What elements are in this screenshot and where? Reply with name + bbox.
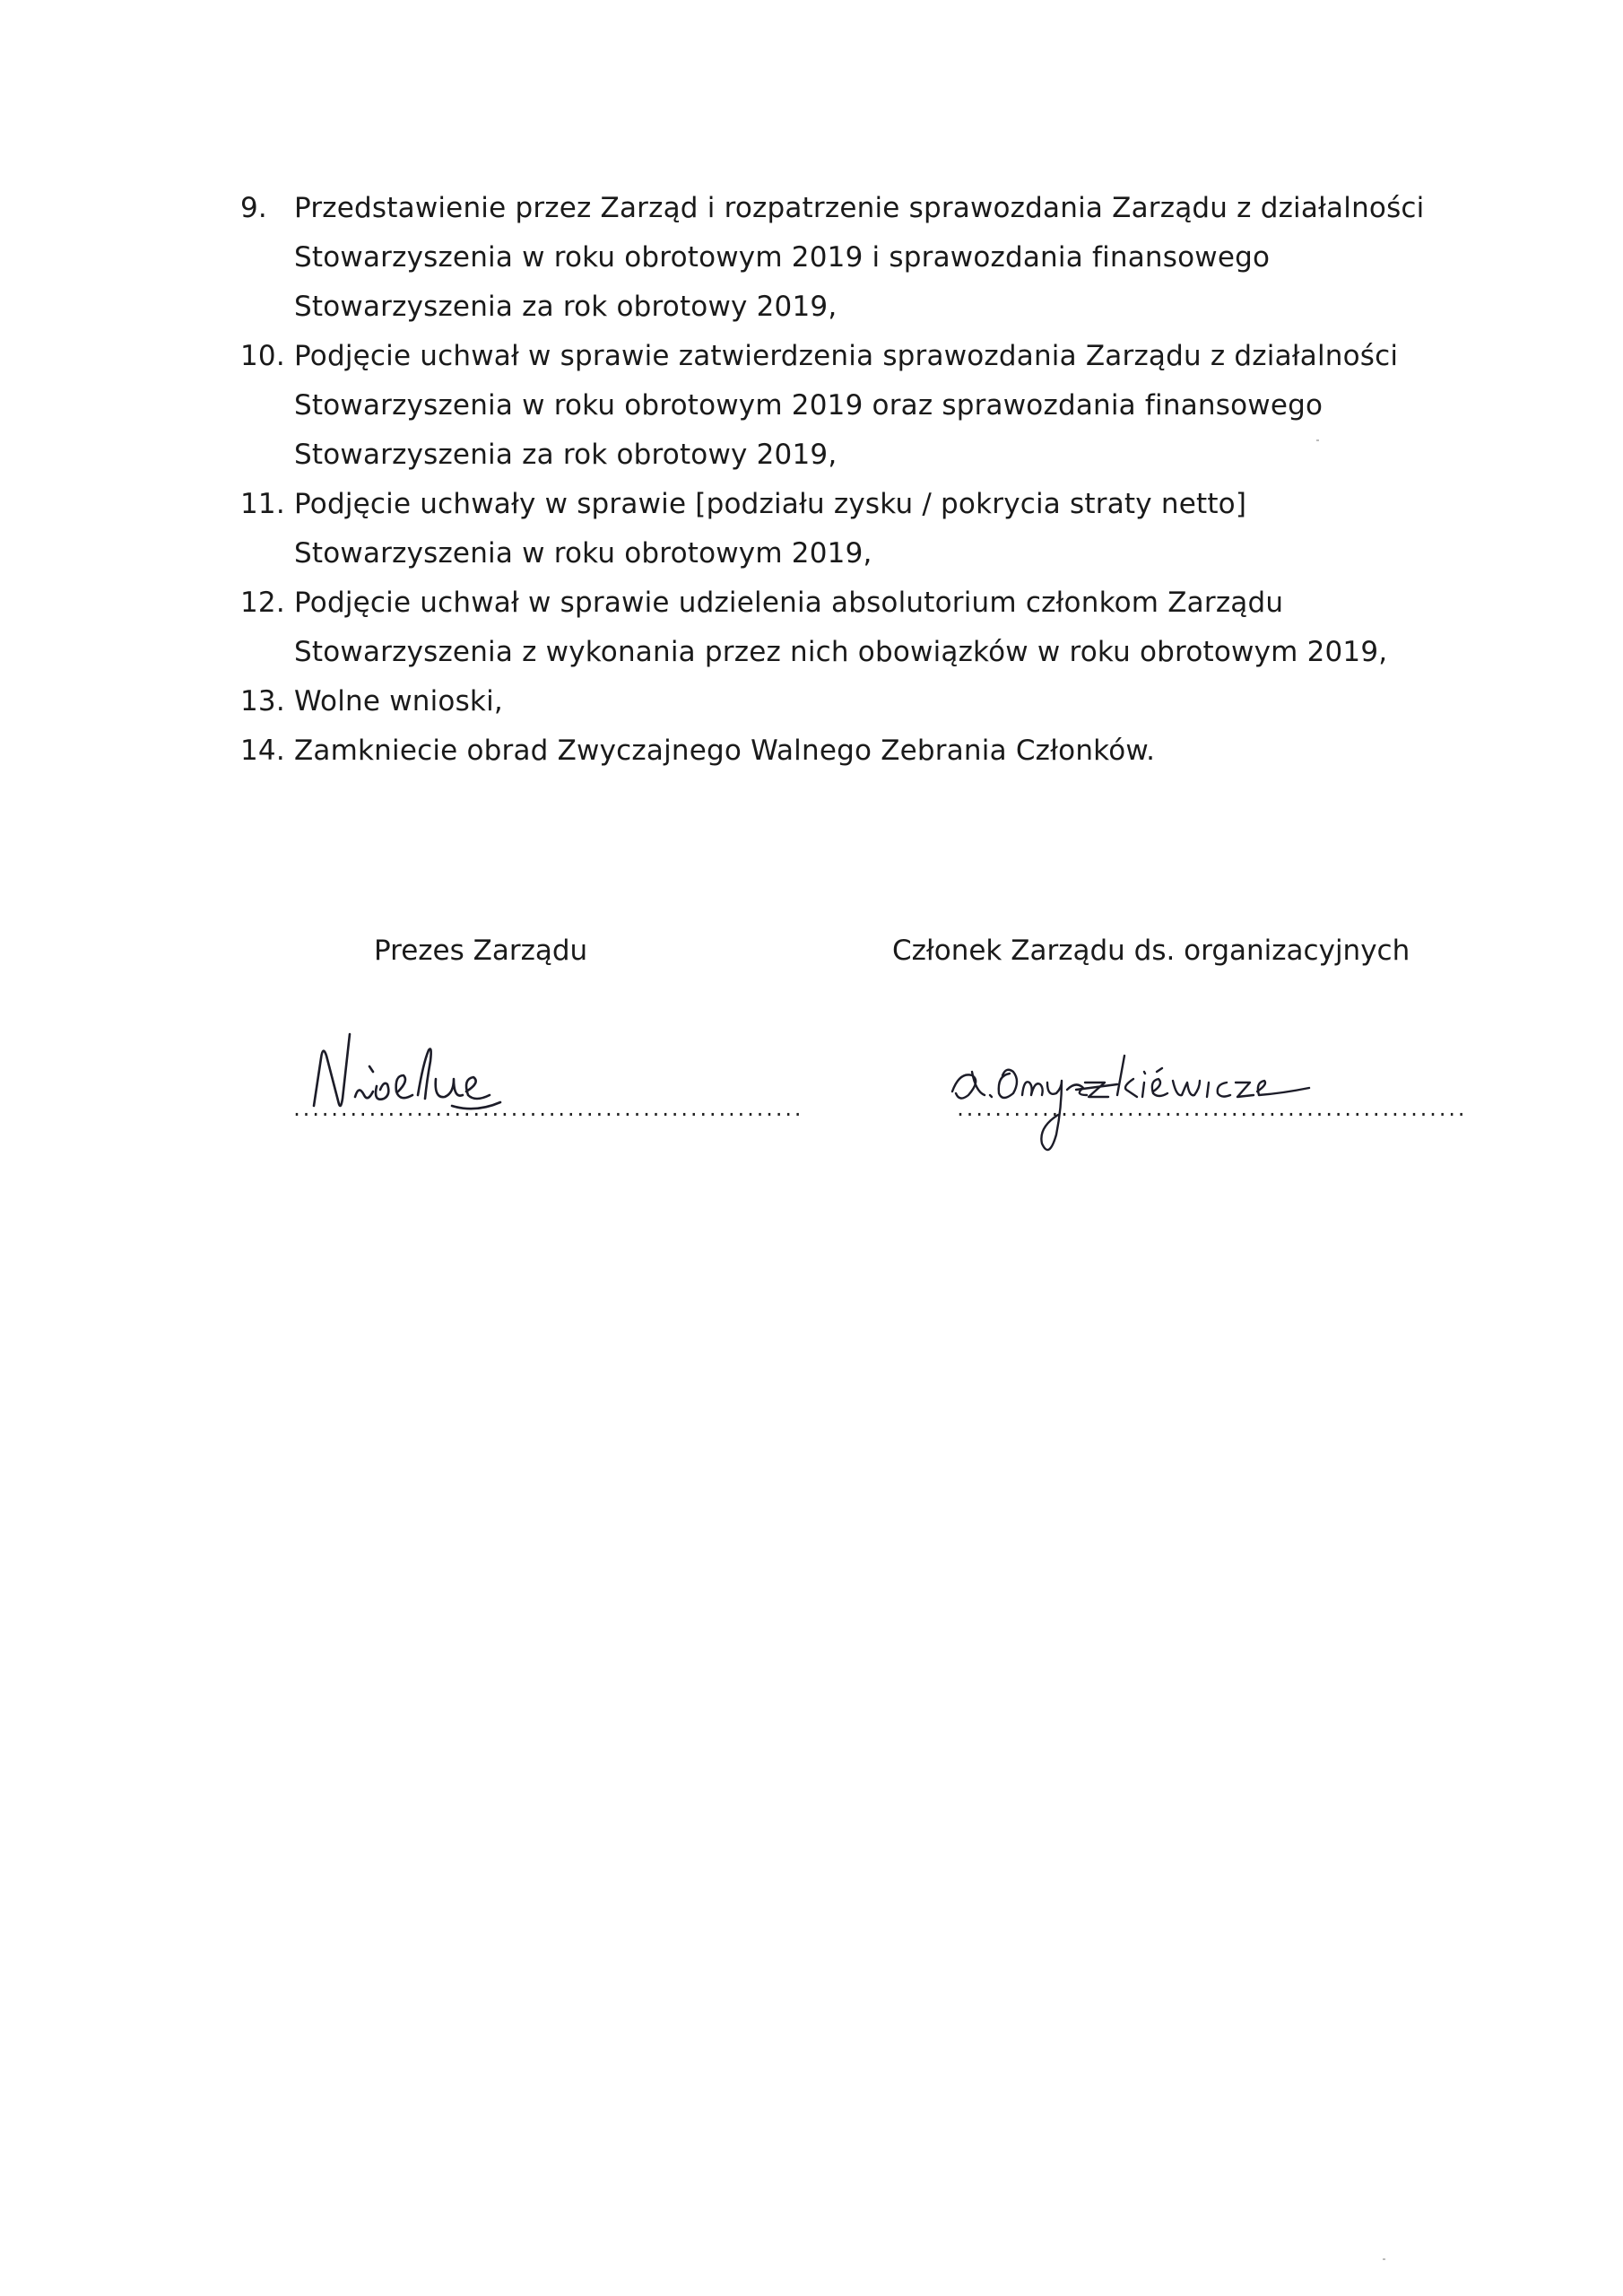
agenda-item-text: Zamkniecie obrad Zwyczajnego Walnego Zebrania Członków. xyxy=(294,735,1156,767)
agenda-item-12 xyxy=(240,578,1496,677)
agenda-item-14 xyxy=(240,726,1496,776)
board-member-handwritten-signature xyxy=(942,1009,1466,1170)
agenda-item-text: Stowarzyszenia w roku obrotowym 2019 oraz sprawozdania finansowego xyxy=(294,389,1324,422)
agenda-item-number: 14. xyxy=(240,735,285,767)
scan-speck xyxy=(1316,439,1319,441)
agenda-item-text: Stowarzyszenia za rok obrotowy 2019, xyxy=(294,439,838,471)
agenda-item-10 xyxy=(240,332,1496,480)
president-signature-line: ...................................................... xyxy=(291,1099,803,1120)
agenda-item-text: Podjęcie uchwały w sprawie [podziału zysku / pokrycia straty netto] xyxy=(294,488,1247,520)
president-title: Prezes Zarządu xyxy=(374,935,588,967)
board-member-signature-block xyxy=(892,933,1410,969)
board-member-title: Członek Zarządu ds. organizacyjnych xyxy=(892,935,1410,967)
agenda-item-text: Wolne wnioski, xyxy=(294,685,503,718)
agenda-item-text: Podjęcie uchwał w sprawie udzielenia absolutorium członkom Zarządu xyxy=(294,587,1284,619)
agenda-item-number: 10. xyxy=(240,340,285,372)
agenda-item-text: Stowarzyszenia w roku obrotowym 2019 i sprawozdania finansowego xyxy=(294,241,1271,274)
agenda-item-text: Przedstawienie przez Zarząd i rozpatrzenie sprawozdania Zarządu z działalności xyxy=(294,192,1425,224)
president-signature-block xyxy=(374,933,587,969)
agenda-list xyxy=(240,184,1496,776)
scan-speck xyxy=(1383,2258,1385,2260)
agenda-item-number: 9. xyxy=(240,192,267,224)
board-member-signature-line: ...................................................... xyxy=(955,1099,1466,1120)
agenda-item-number: 13. xyxy=(240,685,285,718)
agenda-item-11 xyxy=(240,480,1496,578)
agenda-item-13 xyxy=(240,677,1496,726)
agenda-item-number: 12. xyxy=(240,587,285,619)
agenda-item-text: Stowarzyszenia za rok obrotowy 2019, xyxy=(294,291,838,323)
agenda-item-text: Stowarzyszenia w roku obrotowym 2019, xyxy=(294,537,872,570)
agenda-item-number: 11. xyxy=(240,488,285,520)
agenda-item-text: Podjęcie uchwał w sprawie zatwierdzenia sprawozdania Zarządu z działalności xyxy=(294,340,1399,372)
agenda-item-9 xyxy=(240,184,1496,332)
agenda-item-text: Stowarzyszenia z wykonania przez nich obowiązków w roku obrotowym 2019, xyxy=(294,636,1388,668)
